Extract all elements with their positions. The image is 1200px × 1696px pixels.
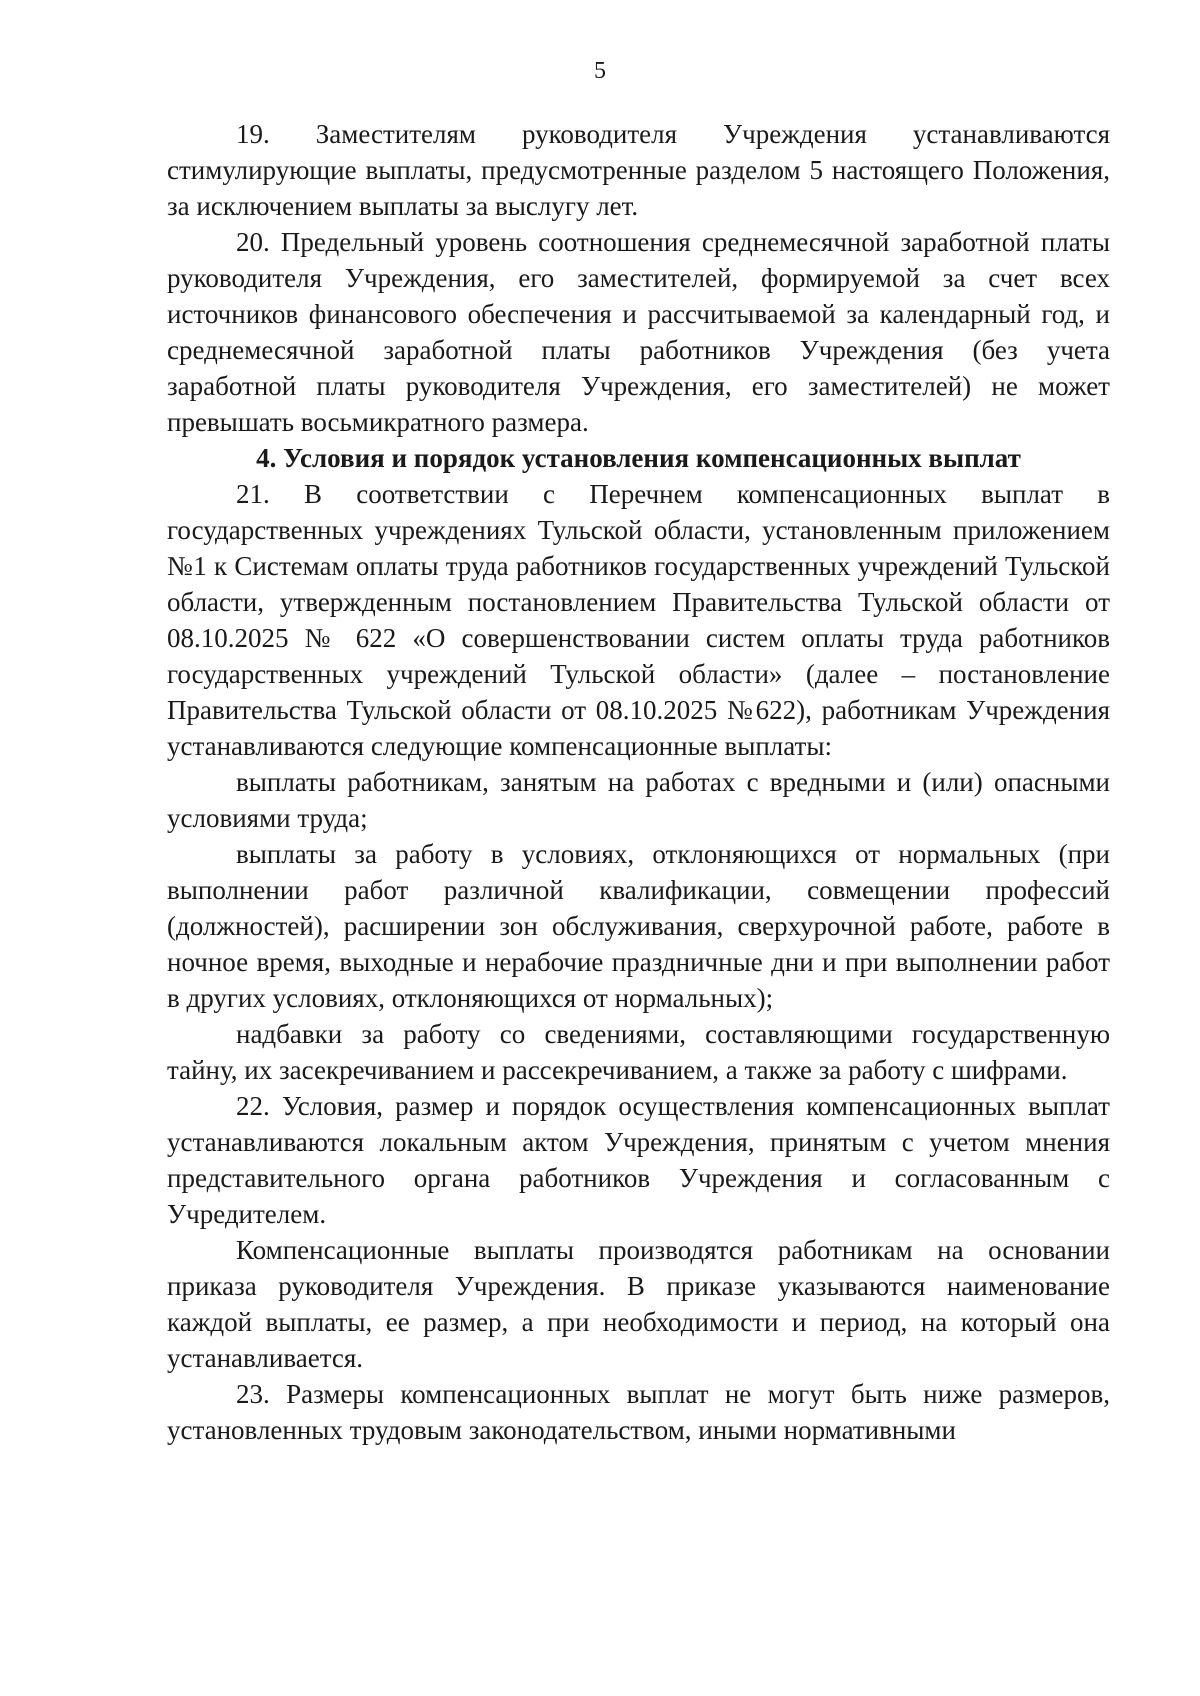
page-number: 5 <box>594 58 606 84</box>
list-item-abnormal-conditions: выплаты за работу в условиях, отклоняющихся от нормальных (при выполнении работ различной квалификации, совмещении профессий (должностей), расширении зон обслуживания, сверхурочной работе, работе в ночное время, выходные и нерабочие праздничные дни и при выполнении работ в других условиях, отклоняющихся от нормальных); <box>167 839 1110 1013</box>
paragraph-22: 22. Условия, размер и порядок осуществления компенсационных выплат устанавливаются локальным актом Учреждения, принятым с учетом мнения представительного органа работников Учреждения и согласованным с Учредителем. <box>167 1091 1110 1229</box>
section-heading: 4. Условия и порядок установления компенсационных выплат <box>256 443 1021 473</box>
paragraph-20: 20. Предельный уровень соотношения среднемесячной заработной платы руководителя Учреждения, его заместителей, формируемой за счет всех источников финансового обеспечения и рассчитываемой за календарный год, и среднемесячной заработной платы работников Учреждения (без учета заработной платы руководителя Учреждения, его заместителей) не может превышать восьмикратного размера. <box>167 227 1110 437</box>
paragraph-compensation-order: Компенсационные выплаты производятся работникам на основании приказа руководителя Учреждения. В приказе указываются наименование каждой выплаты, ее размер, а при необходимости и период, на который она устанавливается. <box>167 1235 1110 1373</box>
paragraph-19: 19. Заместителям руководителя Учреждения устанавливаются стимулирующие выплаты, предусмотренные разделом 5 настоящего Положения, за исключением выплаты за выслугу лет. <box>167 119 1110 221</box>
document-body <box>167 116 1110 1448</box>
list-item-state-secret: надбавки за работу со сведениями, составляющими государственную тайну, их засекречиванием и рассекречиванием, а также за работу с шифрами. <box>167 1019 1110 1085</box>
paragraph-23: 23. Размеры компенсационных выплат не могут быть ниже размеров, установленных трудовым законодательством, иными нормативными <box>167 1379 1110 1445</box>
paragraph-21: 21. В соответствии с Перечнем компенсационных выплат в государственных учреждениях Тульской области, установленным приложением №1 к Системам оплаты труда работников государственных учреждений Тульской области, утвержденным постановлением Правительства Тульской области от 08.10.2025 № 622 «О совершенствовании систем оплаты труда работников государственных учреждений Тульской области» (далее – постановление Правительства Тульской области от 08.10.2025 №622), работникам Учреждения устанавливаются следующие компенсационные выплаты: <box>167 479 1110 761</box>
list-item-hazardous-work: выплаты работникам, занятым на работах с вредными и (или) опасными условиями труда; <box>167 767 1110 833</box>
